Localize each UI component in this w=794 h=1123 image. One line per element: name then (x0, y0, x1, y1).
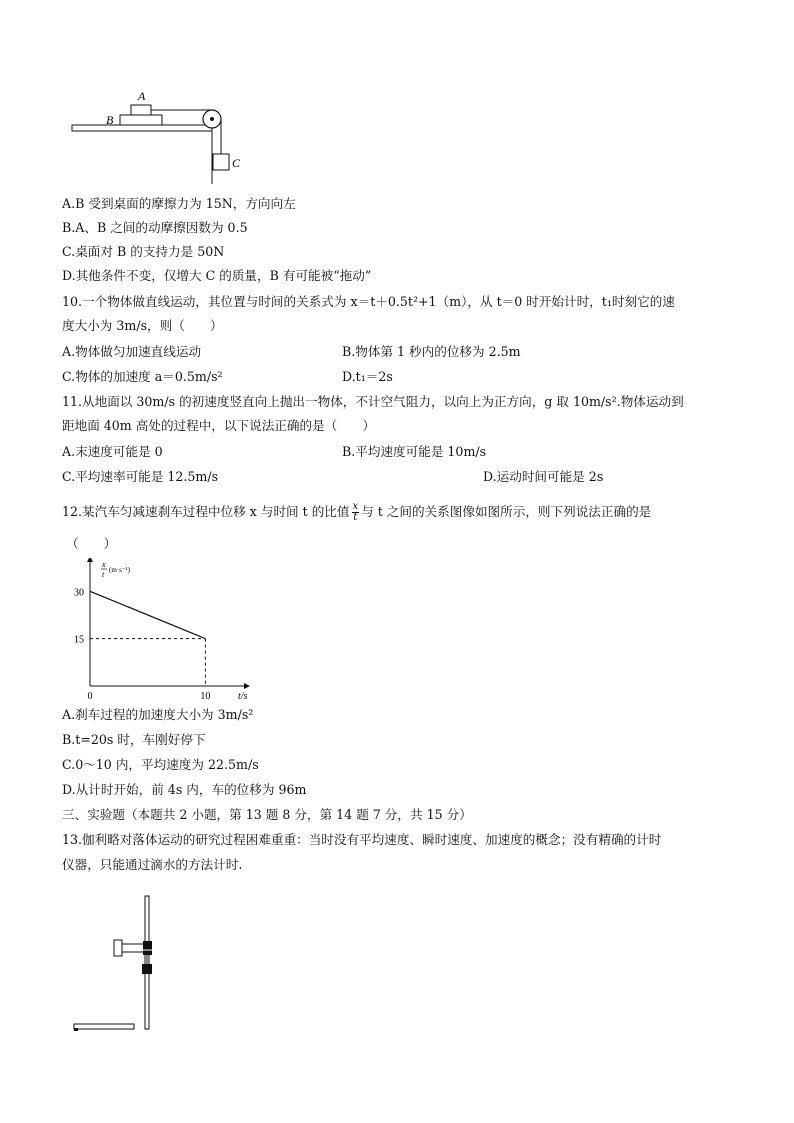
boss-head (143, 941, 152, 955)
y-tick-label: 30 (74, 587, 84, 599)
x-tick-label: 0 (87, 691, 93, 700)
y-axis-label-denominator: t (102, 570, 105, 579)
q10-stem-line2: 度大小为 3m/s，则（ ） (62, 318, 223, 333)
block-a (131, 105, 151, 115)
q10-option-a: A.物体做匀加速直线运动 (62, 344, 202, 359)
y-axis-label-numerator: x (102, 560, 106, 569)
q9-option-b: B.A、B 之间的动摩擦因数为 0.5 (62, 220, 248, 235)
q11-stem-line2: 距地面 40m 高处的过程中，以下说法正确的是（ ） (62, 418, 376, 433)
label-c: C (232, 156, 241, 170)
q12-option-d: D.从计时开始，前 4s 内，车的位移为 96m (62, 782, 307, 797)
q11-option-b: B.平均速度可能是 10m/s (342, 444, 487, 459)
q13-stem-line1: 13.伽利略对落体运动的研究过程困难重重：当时没有平均速度、瞬时速度、加速度的概念；没有精确的计时 (62, 832, 662, 847)
q11-option-c: C.平均速率可能是 12.5m/s (62, 469, 219, 484)
q9-option-c: C.桌面对 B 的支持力是 50N (62, 244, 225, 259)
x-axis-arrow (244, 683, 250, 689)
q12-stem-part-b: 与 t 之间的关系图像如图所示，则下列说法正确的是 (361, 504, 652, 519)
fraction-denominator: t (353, 512, 358, 523)
q12-stem-line1 (62, 502, 651, 523)
q12-option-b: B.t=20s 时，车刚好停下 (62, 732, 206, 747)
block-b (120, 115, 162, 125)
label-b: B (106, 113, 114, 127)
clamp-holder (114, 940, 122, 956)
q13-stem-line2: 仪器，只能通过滴水的方法计时. (62, 857, 243, 872)
fraction-numerator: x (352, 501, 359, 512)
q11-option-a: A.末速度可能是 0 (62, 444, 163, 459)
y-axis-label-unit: (m·s⁻¹) (109, 566, 130, 574)
q12-stem-line2: （ ） (66, 536, 117, 551)
x-tick-label: 10 (200, 691, 211, 700)
q12-option-a: A.刹车过程的加速度大小为 3m/s² (62, 707, 254, 722)
series-line (90, 591, 205, 638)
q9-option-a: A.B 受到桌面的摩擦力为 15N，方向向左 (62, 196, 296, 211)
table-surface (72, 125, 212, 131)
q11-option-d: D.运动时间可能是 2s (483, 469, 604, 484)
q10-stem-line1: 10.一个物体做直线运动，其位置与时间的关系式为 x＝t＋0.5t²+1（m），从 t＝0 时开始计时，t₁时刻它的速 (62, 294, 675, 309)
stand-foot (74, 1028, 78, 1031)
q9-option-d: D.其他条件不变，仅增大 C 的质量，B 有可能被“拖动” (62, 268, 372, 283)
q13-iron-stand-figure (70, 892, 170, 1034)
hanging-container (142, 964, 152, 974)
block-c (213, 154, 229, 170)
section-3-title: 三、实验题（本题共 2 小题，第 13 题 8 分，第 14 题 7 分，共 15 分） (62, 807, 472, 822)
q10-option-b: B.物体第 1 秒内的位移为 2.5m (342, 344, 521, 359)
q12-stem-part-a: 12.某汽车匀减速刹车过程中位移 x 与时间 t 的比值 (62, 504, 350, 519)
q11-stem-line1: 11.从地面以 30m/s 的初速度竖直向上抛出一物体，不计空气阻力，以向上为正方向，g 取 10m/s².物体运动到 (62, 394, 684, 409)
label-a: A (138, 89, 146, 103)
x-over-t-fraction (352, 502, 360, 523)
q10-option-d: D.t₁＝2s (342, 369, 393, 384)
y-tick-label: 15 (74, 634, 84, 646)
q12-option-c: C.0～10 内，平均速度为 22.5m/s (62, 757, 259, 772)
q10-option-c: C.物体的加速度 a＝0.5m/s² (62, 369, 223, 384)
y-axis-arrow (87, 558, 93, 562)
x-axis-label: t/s (238, 691, 248, 700)
stand-base (74, 1024, 134, 1029)
q9-figure (60, 84, 260, 188)
q12-chart (60, 558, 250, 700)
